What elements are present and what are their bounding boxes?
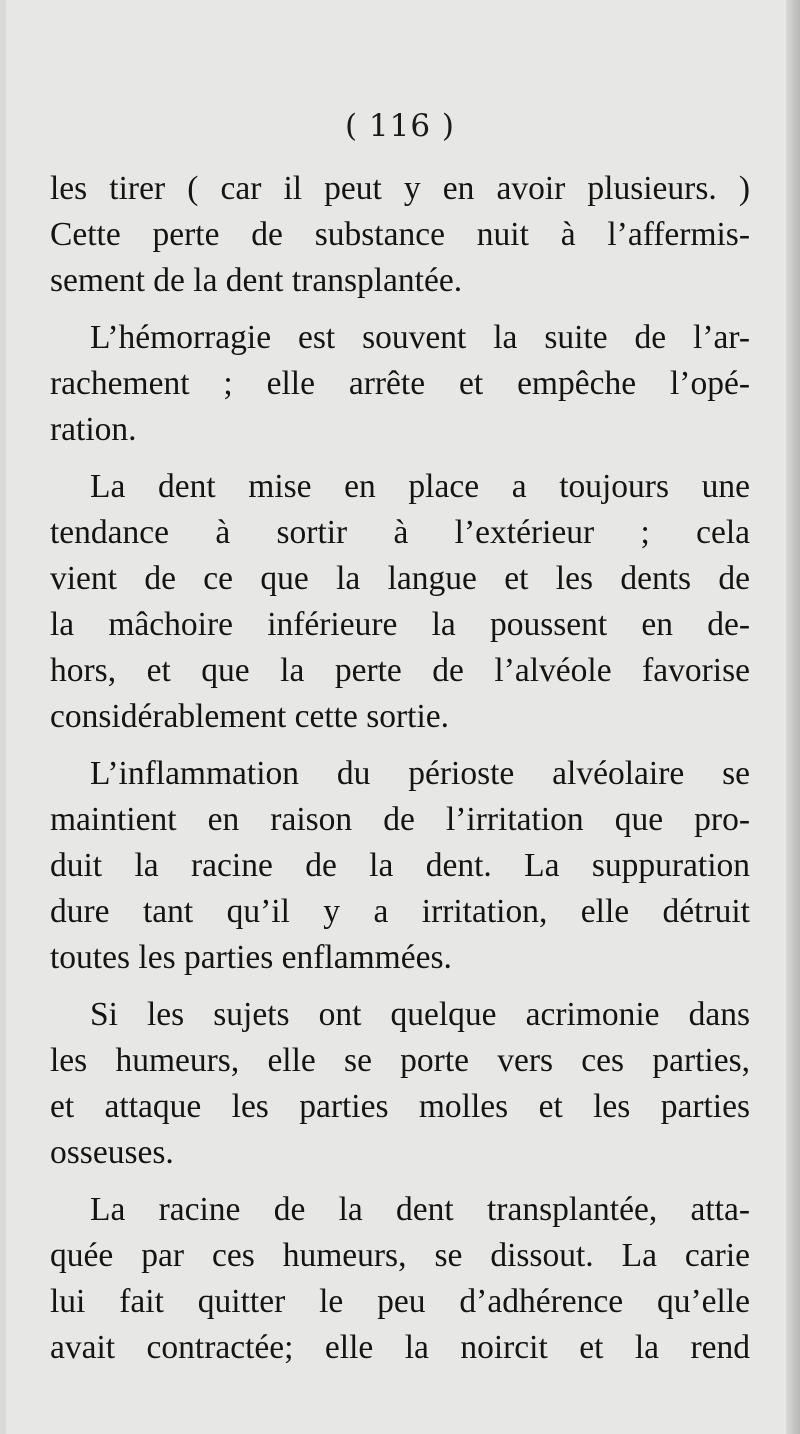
text-line: L’inflammation du périoste alvéolaire se bbox=[90, 755, 750, 792]
text-line: considérablement cette sortie. bbox=[50, 698, 450, 735]
text-line: et attaque les parties molles et les parties bbox=[50, 1088, 750, 1125]
text-line: dure tant qu’il y a irritation, elle détruit bbox=[50, 893, 750, 930]
page-body-text bbox=[50, 166, 750, 1382]
page-number: ( 116 ) bbox=[344, 108, 456, 144]
text-line: vient de ce que la langue et les dents de bbox=[50, 560, 750, 597]
text-line: Cette perte de substance nuit à l’affermis- bbox=[50, 216, 750, 253]
text-line: les humeurs, elle se porte vers ces parties, bbox=[50, 1042, 750, 1079]
text-line: rachement ; elle arrête et empêche l’opé- bbox=[50, 365, 750, 402]
text-line: avait contractée; elle la noircit et la rend bbox=[50, 1329, 750, 1366]
text-line: toutes les parties enflammées. bbox=[50, 939, 452, 976]
text-line: L’hémorragie est souvent la suite de l’ar- bbox=[90, 319, 750, 356]
page-right-edge bbox=[786, 0, 800, 1434]
text-line: Si les sujets ont quelque acrimonie dans bbox=[90, 996, 750, 1033]
text-line: lui fait quitter le peu d’adhérence qu’elle bbox=[50, 1283, 750, 1320]
text-line: maintient en raison de l’irritation que pro- bbox=[50, 801, 750, 838]
paragraph-3 bbox=[50, 464, 750, 740]
page-left-edge bbox=[0, 0, 6, 1434]
text-line: quée par ces humeurs, se dissout. La carie bbox=[50, 1237, 750, 1274]
text-line: La racine de la dent transplantée, atta- bbox=[90, 1191, 750, 1228]
text-line: hors, et que la perte de l’alvéole favorise bbox=[50, 652, 750, 689]
text-line: la mâchoire inférieure la poussent en de- bbox=[50, 606, 750, 643]
text-line: ration. bbox=[50, 411, 137, 448]
text-line: osseuses. bbox=[50, 1134, 174, 1171]
text-line: les tirer ( car il peut y en avoir plusieurs. ) bbox=[50, 170, 750, 207]
paragraph-4 bbox=[50, 751, 750, 981]
paragraph-2 bbox=[50, 315, 750, 453]
text-line: sement de la dent transplantée. bbox=[50, 262, 463, 299]
paragraph-5 bbox=[50, 992, 750, 1176]
text-line: tendance à sortir à l’extérieur ; cela bbox=[50, 514, 750, 551]
text-line: La dent mise en place a toujours une bbox=[90, 468, 750, 505]
paragraph-1 bbox=[50, 166, 750, 304]
text-line: duit la racine de la dent. La suppuration bbox=[50, 847, 750, 884]
paragraph-6 bbox=[50, 1187, 750, 1371]
